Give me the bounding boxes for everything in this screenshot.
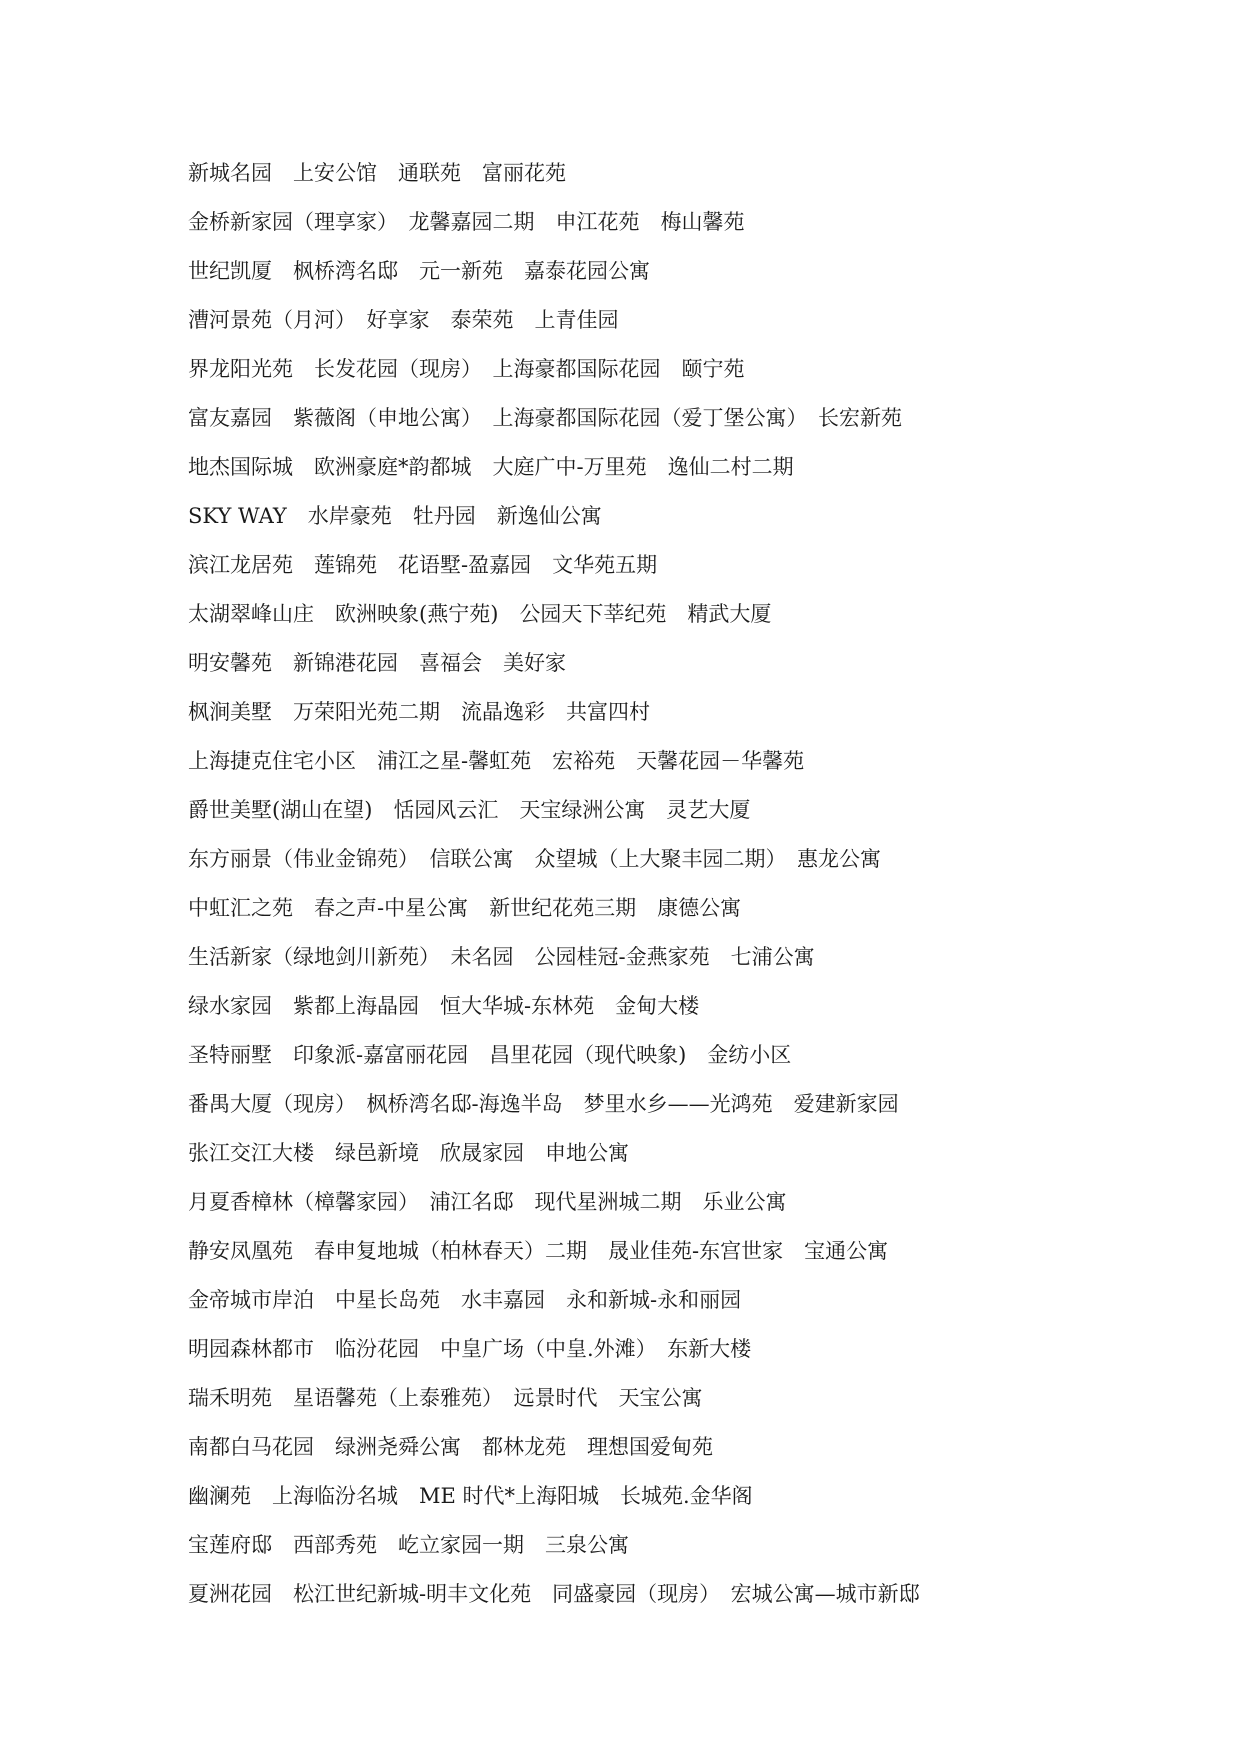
list-line: 月夏香樟林（樟馨家园） 浦江名邸 现代星洲城二期 乐业公寓: [188, 1190, 787, 1214]
list-line: 明安馨苑 新锦港花园 喜福会 美好家: [188, 651, 566, 675]
list-line: 中虹汇之苑 春之声-中星公寓 新世纪花苑三期 康德公寓: [188, 896, 742, 920]
list-line: 圣特丽墅 印象派-嘉富丽花园 昌里花园（现代映象) 金纺小区: [188, 1043, 792, 1067]
list-line: 东方丽景（伟业金锦苑） 信联公寓 众望城（上大聚丰园二期） 惠龙公寓: [188, 847, 881, 871]
list-line: 上海捷克住宅小区 浦江之星-馨虹苑 宏裕苑 天馨花园－华馨苑: [188, 749, 805, 773]
list-line: 枫涧美墅 万荣阳光苑二期 流晶逸彩 共富四村: [188, 700, 650, 724]
list-line: 夏洲花园 松江世纪新城-明丰文化苑 同盛豪园（现房） 宏城公寓—城市新邸: [188, 1582, 920, 1606]
list-line: 幽澜苑 上海临汾名城 ME 时代*上海阳城 长城苑.金华阁: [188, 1484, 753, 1508]
list-line: 新城名园 上安公馆 通联苑 富丽花苑: [188, 161, 566, 185]
list-line: 富友嘉园 紫薇阁（申地公寓） 上海豪都国际花园（爱丁堡公寓） 长宏新苑: [188, 406, 902, 430]
list-line: 南都白马花园 绿洲尧舜公寓 都林龙苑 理想国爱甸苑: [188, 1435, 713, 1459]
list-line: 明园森林都市 临汾花园 中皇广场（中皇.外滩） 东新大楼: [188, 1337, 752, 1361]
list-line: 漕河景苑（月河） 好享家 泰荣苑 上青佳园: [188, 308, 619, 332]
list-line: 番禺大厦（现房） 枫桥湾名邸-海逸半岛 梦里水乡——光鸿苑 爱建新家园: [188, 1092, 899, 1116]
list-line: SKY WAY 水岸豪苑 牡丹园 新逸仙公寓: [188, 504, 602, 528]
list-line: 静安凤凰苑 春申复地城（柏林春天）二期 晟业佳苑-东宫世家 宝通公寓: [188, 1239, 889, 1263]
list-line: 瑞禾明苑 星语馨苑（上泰雅苑） 远景时代 天宝公寓: [188, 1386, 703, 1410]
list-line: 太湖翠峰山庄 欧洲映象(燕宁苑) 公园天下莘纪苑 精武大厦: [188, 602, 772, 626]
list-line: 金桥新家园（理享家） 龙馨嘉园二期 申江花苑 梅山馨苑: [188, 210, 745, 234]
list-line: 生活新家（绿地剑川新苑） 未名园 公园桂冠-金燕家苑 七浦公寓: [188, 945, 815, 969]
list-line: 张江交江大楼 绿邑新境 欣晟家园 申地公寓: [188, 1141, 629, 1165]
list-line: 地杰国际城 欧洲豪庭*韵都城 大庭广中-万里苑 逸仙二村二期: [188, 455, 794, 479]
list-line: 金帝城市岸泊 中星长岛苑 水丰嘉园 永和新城-永和丽园: [188, 1288, 742, 1312]
list-line: 爵世美墅(湖山在望) 恬园风云汇 天宝绿洲公寓 灵艺大厦: [188, 798, 751, 822]
list-line: 绿水家园 紫都上海晶园 恒大华城-东林苑 金甸大楼: [188, 994, 700, 1018]
list-line: 世纪凯厦 枫桥湾名邸 元一新苑 嘉泰花园公寓: [188, 259, 650, 283]
list-line: 宝莲府邸 西部秀苑 屹立家园一期 三泉公寓: [188, 1533, 629, 1557]
list-line: 界龙阳光苑 长发花园（现房） 上海豪都国际花园 颐宁苑: [188, 357, 745, 381]
residence-list: [188, 158, 920, 1628]
list-line: 滨江龙居苑 莲锦苑 花语墅-盈嘉园 文华苑五期: [188, 553, 658, 577]
